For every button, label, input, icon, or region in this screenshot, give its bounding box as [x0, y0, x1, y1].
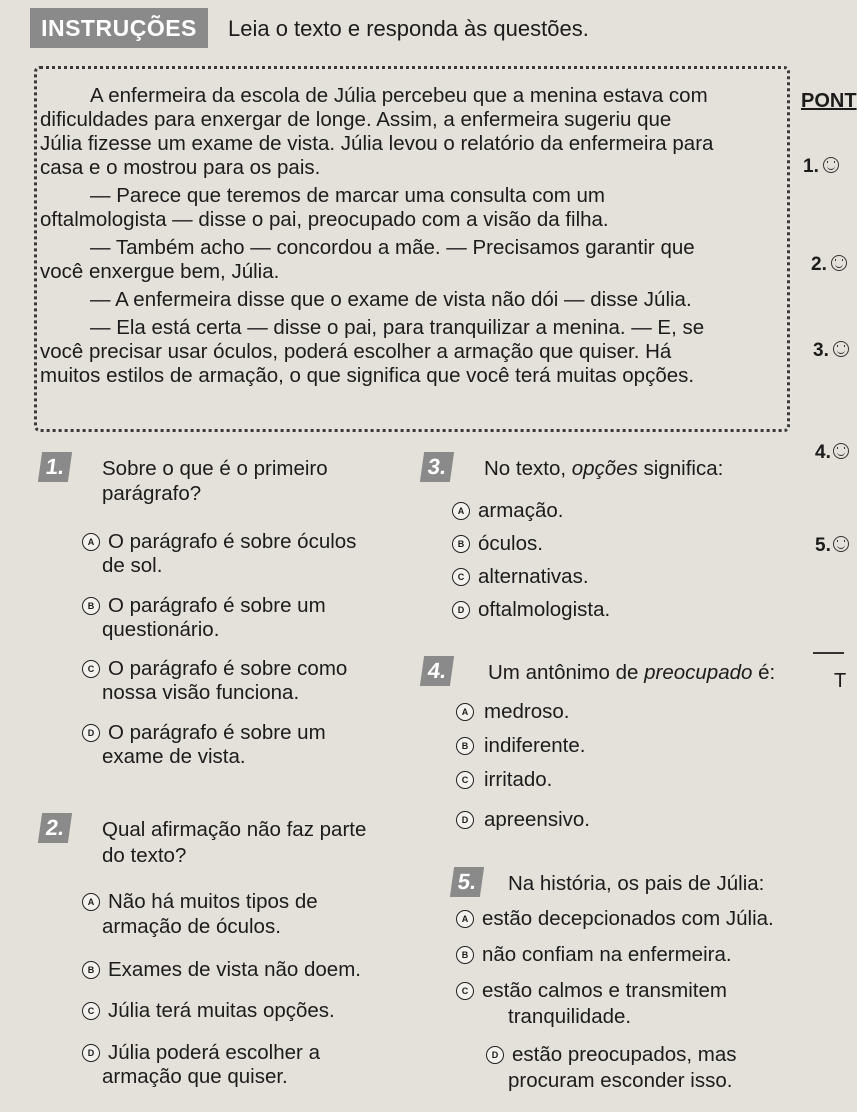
instructions-tag: INSTRUÇÕES [30, 8, 208, 48]
smiley-icon [831, 255, 847, 271]
score-item: 3. [813, 340, 829, 361]
question-text: No texto, opções significa: [484, 457, 724, 480]
option-text[interactable]: O parágrafo é sobre como [108, 657, 348, 680]
option-text[interactable]: medroso. [484, 700, 570, 723]
option-letter[interactable]: B [456, 737, 474, 755]
option-text[interactable]: armação. [478, 499, 564, 522]
option-text[interactable]: estão decepcionados com Júlia. [482, 907, 774, 930]
option-text[interactable]: não confiam na enfermeira. [482, 943, 732, 966]
option-text[interactable]: O parágrafo é sobre um [108, 721, 326, 744]
option-letter[interactable]: C [456, 771, 474, 789]
question-number: 1. [38, 452, 72, 482]
option-text[interactable]: estão calmos e transmitem [482, 979, 727, 1002]
score-item: 1. [803, 156, 819, 177]
story-line: Júlia fizesse um exame de vista. Júlia levou o relatório da enfermeira para [40, 132, 714, 155]
story-line: — A enfermeira disse que o exame de vista não dói — disse Júlia. [90, 288, 692, 311]
smiley-icon [833, 536, 849, 552]
story-line: você enxergue bem, Júlia. [40, 260, 280, 283]
question-number: 5. [450, 867, 484, 897]
option-text[interactable]: O parágrafo é sobre um [108, 594, 326, 617]
option-letter[interactable]: D [456, 811, 474, 829]
question-text: parágrafo? [102, 482, 202, 505]
question-text: Na história, os pais de Júlia: [508, 872, 765, 895]
option-text[interactable]: de sol. [102, 554, 163, 577]
question-number: 4. [420, 656, 454, 686]
option-text[interactable]: apreensivo. [484, 808, 590, 831]
option-letter[interactable]: D [452, 601, 470, 619]
option-text[interactable]: Não há muitos tipos de [108, 890, 318, 913]
option-letter[interactable]: B [456, 946, 474, 964]
question-text: do texto? [102, 844, 187, 867]
option-text[interactable]: procuram esconder isso. [508, 1069, 733, 1092]
smiley-icon [833, 443, 849, 459]
option-text[interactable]: Exames de vista não doem. [108, 958, 361, 981]
option-text[interactable]: óculos. [478, 532, 543, 555]
option-letter[interactable]: B [452, 535, 470, 553]
option-letter[interactable]: D [82, 1044, 100, 1062]
question-number: 2. [38, 813, 72, 843]
story-line: você precisar usar óculos, poderá escolher a armação que quiser. Há [40, 340, 672, 363]
option-letter[interactable]: C [82, 660, 100, 678]
emphasized-word: preocupado [644, 661, 753, 684]
story-line: oftalmologista — disse o pai, preocupado com a visão da filha. [40, 208, 609, 231]
score-column-title: PONT [801, 90, 857, 112]
option-letter[interactable]: D [486, 1046, 504, 1064]
story-line: — Ela está certa — disse o pai, para tranquilizar a menina. — E, se [90, 316, 705, 339]
option-text[interactable]: Júlia terá muitas opções. [108, 999, 335, 1022]
divider [813, 652, 844, 654]
option-text[interactable]: irritado. [484, 768, 553, 791]
story-line: casa e o mostrou para os pais. [40, 156, 321, 179]
option-text[interactable]: indiferente. [484, 734, 586, 757]
smiley-icon [823, 157, 839, 173]
smiley-icon [833, 341, 849, 357]
option-letter[interactable]: B [82, 961, 100, 979]
story-line: dificuldades para enxergar de longe. Assim, a enfermeira sugeriu que [40, 108, 672, 131]
option-letter[interactable]: A [82, 893, 100, 911]
option-letter[interactable]: C [452, 568, 470, 586]
option-letter[interactable]: B [82, 597, 100, 615]
option-text[interactable]: O parágrafo é sobre óculos [108, 530, 357, 553]
story-line: — Parece que teremos de marcar uma consulta com um [90, 184, 605, 207]
option-letter[interactable]: A [452, 502, 470, 520]
option-text[interactable]: estão preocupados, mas [512, 1043, 737, 1066]
option-text[interactable]: Júlia poderá escolher a [108, 1041, 320, 1064]
option-text[interactable]: exame de vista. [102, 745, 246, 768]
option-letter[interactable]: D [82, 724, 100, 742]
question-text: Um antônimo de preocupado é: [488, 661, 776, 684]
option-text[interactable]: nossa visão funciona. [102, 681, 300, 704]
option-text[interactable]: alternativas. [478, 565, 589, 588]
option-text[interactable]: armação que quiser. [102, 1065, 288, 1088]
question-text: Qual afirmação não faz parte [102, 818, 367, 841]
option-letter[interactable]: A [456, 703, 474, 721]
score-item: 2. [811, 254, 827, 275]
option-text[interactable]: oftalmologista. [478, 598, 611, 621]
score-trailing-letter: T [834, 670, 847, 692]
option-text[interactable]: questionário. [102, 618, 220, 641]
option-letter[interactable]: A [82, 533, 100, 551]
question-number: 3. [420, 452, 454, 482]
option-text[interactable]: tranquilidade. [508, 1005, 632, 1028]
story-line: A enfermeira da escola de Júlia percebeu que a menina estava com [90, 84, 708, 107]
emphasized-word: opções [571, 457, 638, 480]
instruction-text: Leia o texto e responda às questões. [228, 16, 589, 41]
option-text[interactable]: armação de óculos. [102, 915, 281, 938]
question-text: Sobre o que é o primeiro [102, 457, 328, 480]
story-line: — Também acho — concordou a mãe. — Precisamos garantir que [90, 236, 695, 259]
option-letter[interactable]: C [82, 1002, 100, 1020]
score-item: 5. [815, 535, 831, 556]
option-letter[interactable]: C [456, 982, 474, 1000]
score-item: 4. [815, 442, 831, 463]
option-letter[interactable]: A [456, 910, 474, 928]
story-line: muitos estilos de armação, o que significa que você terá muitas opções. [40, 364, 695, 387]
